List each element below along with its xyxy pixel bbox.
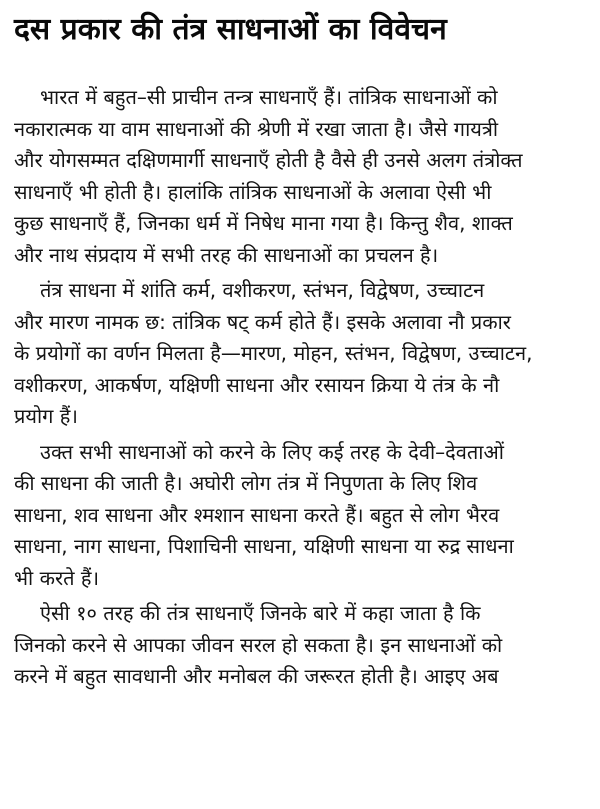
paragraph-4 [14, 598, 586, 693]
text-line: जिनको करने से आपका जीवन सरल हो सकता है। इन साधनाओं को [14, 632, 503, 657]
text-line: साधना, शव साधना और श्मशान साधना करते हैं। बहुत से लोग भैरव [14, 502, 500, 527]
text-line: के प्रयोगों का वर्णन मिलता है—मारण, मोहन, स्तंभन, विद्वेषण, उच्चाटन, [14, 341, 533, 365]
text-line: भारत में बहुत–सी प्राचीन तन्त्र साधनाएँ हैं। तांत्रिक साधनाओं को [40, 85, 498, 109]
text-line: वशीकरण, आकर्षण, यक्षिणी साधना और रसायन क्रिया ये तंत्र के नौ [14, 372, 500, 397]
text-line: तंत्र साधना में शांति कर्म, वशीकरण, स्तंभन, विद्वेषण, उच्चाटन [40, 278, 485, 302]
paragraph-2 [14, 275, 586, 433]
text-line: साधनाएँ भी होती है। हालांकि तांत्रिक साधनाओं के अलावा ऐसी भी [14, 179, 492, 204]
text-line: की साधना की जाती है। अघोरी लोग तंत्र में निपुणता के लिए शिव [14, 471, 478, 495]
text-line: साधना, नाग साधना, पिशाचिनी साधना, यक्षिणी साधना या रुद्र साधना [14, 534, 514, 558]
text-line: और योगसम्मत दक्षिणमार्गी साधनाएँ होती है वैसे ही उनसे अलग तंत्रोक्त [14, 148, 523, 172]
text-line: करने में बहुत सावधानी और मनोबल की जरूरत होती है। आइए अब [14, 664, 499, 688]
text-line: और मारण नामक छ: तांत्रिक षट् कर्म होते हैं। इसके अलावा नौ प्रकार [14, 309, 511, 334]
text-line: उक्त सभी साधनाओं को करने के लिए कई तरह के देवी–देवताओं [40, 439, 504, 464]
text-line: और नाथ संप्रदाय में सभी तरह की साधनाओं का प्रचलन है। [14, 242, 439, 267]
body-text [14, 82, 586, 693]
text-line: प्रयोग हैं। [14, 404, 78, 428]
page-title: दस प्रकार की तंत्र साधनाओं का विवेचन [14, 12, 447, 47]
text-line: नकारात्मक या वाम साधनाओं की श्रेणी में रखा जाता है। जैसे गायत्री [14, 116, 499, 141]
text-line: कुछ साधनाएँ हैं, जिनका धर्म में निषेध माना गया है। किन्तु शैव, शाक्त [14, 211, 513, 235]
text-line: भी करते हैं। [14, 565, 100, 590]
text-line: ऐसी १० तरह की तंत्र साधनाएँ जिनके बारे में कहा जाता है कि [40, 601, 481, 625]
paragraph-1 [14, 82, 586, 271]
paragraph-3 [14, 437, 586, 595]
